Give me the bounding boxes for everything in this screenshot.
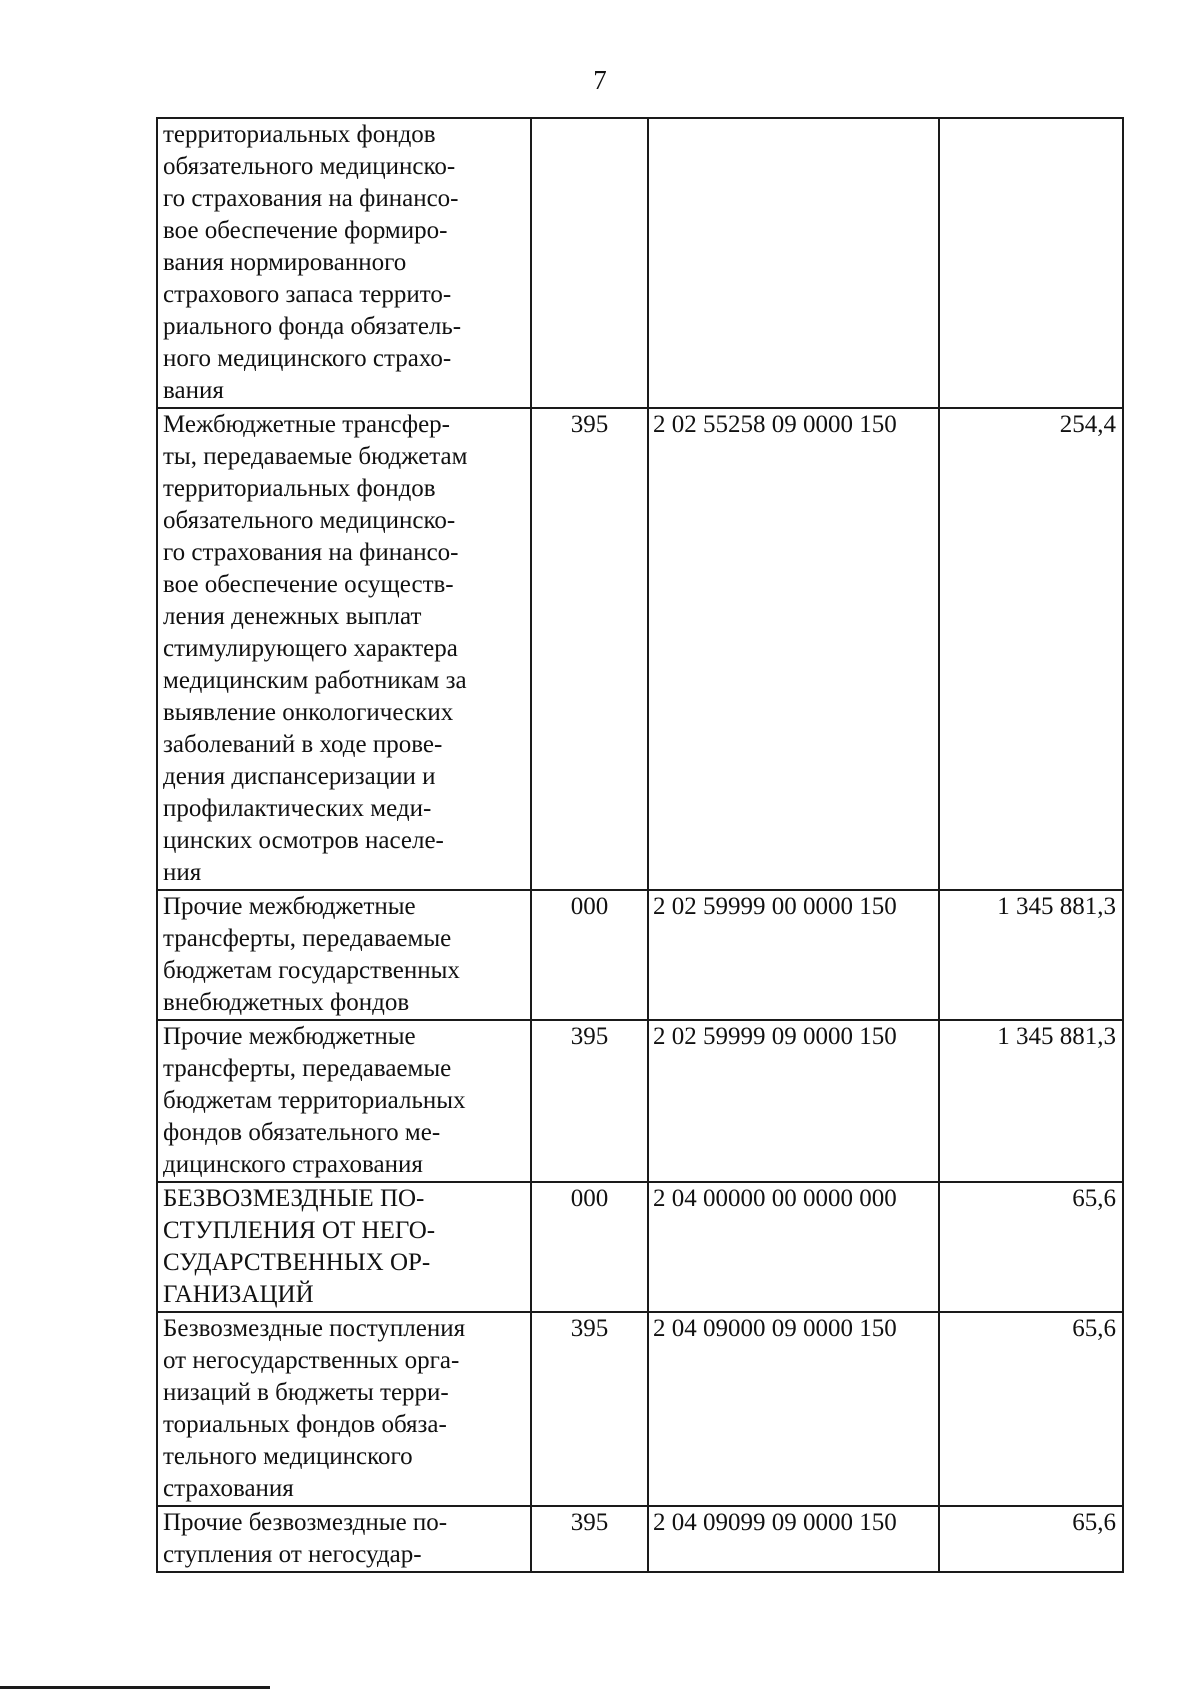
row-admin-code-cell: 395 — [531, 1020, 648, 1182]
page-number: 7 — [593, 65, 607, 95]
row-amount-cell: 65,6 — [939, 1182, 1123, 1312]
row-amount-cell: 65,6 — [939, 1312, 1123, 1506]
row-amount-cell: 1 345 881,3 — [939, 1020, 1123, 1182]
footer-rule — [0, 1686, 270, 1689]
row-admin-code-cell — [531, 118, 648, 408]
row-budget-code-cell: 2 02 59999 00 0000 150 — [648, 890, 939, 1020]
row-admin-code-cell: 395 — [531, 1312, 648, 1506]
table-row — [157, 890, 1123, 1020]
table-row — [157, 1020, 1123, 1182]
row-admin-code-cell: 395 — [531, 408, 648, 890]
row-budget-code-cell: 2 04 09099 09 0000 150 — [648, 1506, 939, 1572]
table-row — [157, 1312, 1123, 1506]
row-amount-cell: 1 345 881,3 — [939, 890, 1123, 1020]
row-admin-code-cell: 395 — [531, 1506, 648, 1572]
row-name-cell: Прочие безвозмездные по- ступления от негосудар- — [157, 1506, 531, 1572]
budget-revenue-table — [156, 117, 1124, 1573]
row-amount-cell: 65,6 — [939, 1506, 1123, 1572]
row-name-cell: БЕЗВОЗМЕЗДНЫЕ ПО- СТУПЛЕНИЯ ОТ НЕГО- СУДАРСТВЕННЫХ ОР- ГАНИЗАЦИЙ — [157, 1182, 531, 1312]
row-budget-code-cell: 2 04 00000 00 0000 000 — [648, 1182, 939, 1312]
row-name-cell: Межбюджетные трансфер- ты, передаваемые бюджетам территориальных фондов обязательного медицинско- го страхования на финансо- вое обеспечение осуществ- ления денежных выплат стимулирующего характера медицинским работникам за выявление онкологических заболеваний в ходе прове- дения диспансеризации и профилактических меди- цинских осмотров населе- ния — [157, 408, 531, 890]
row-budget-code-cell — [648, 118, 939, 408]
row-admin-code-cell: 000 — [531, 1182, 648, 1312]
table-row — [157, 408, 1123, 890]
row-budget-code-cell: 2 04 09000 09 0000 150 — [648, 1312, 939, 1506]
row-name-cell: Прочие межбюджетные трансферты, передаваемые бюджетам государственных внебюджетных фондов — [157, 890, 531, 1020]
table-row — [157, 1506, 1123, 1572]
row-name-cell: Безвозмездные поступления от негосударственных орга- низаций в бюджеты терри- ториальных фондов обяза- тельного медицинского страхования — [157, 1312, 531, 1506]
row-amount-cell — [939, 118, 1123, 408]
row-admin-code-cell: 000 — [531, 890, 648, 1020]
row-name-cell: территориальных фондов обязательного медицинско- го страхования на финансо- вое обеспечение формиро- вания нормированного страхового запаса террито- риального фонда обязатель- ного медицинского страхо- вания — [157, 118, 531, 408]
table-row — [157, 1182, 1123, 1312]
row-amount-cell: 254,4 — [939, 408, 1123, 890]
row-budget-code-cell: 2 02 59999 09 0000 150 — [648, 1020, 939, 1182]
row-name-cell: Прочие межбюджетные трансферты, передаваемые бюджетам территориальных фондов обязательного ме- дицинского страхования — [157, 1020, 531, 1182]
row-budget-code-cell: 2 02 55258 09 0000 150 — [648, 408, 939, 890]
table-row — [157, 118, 1123, 408]
